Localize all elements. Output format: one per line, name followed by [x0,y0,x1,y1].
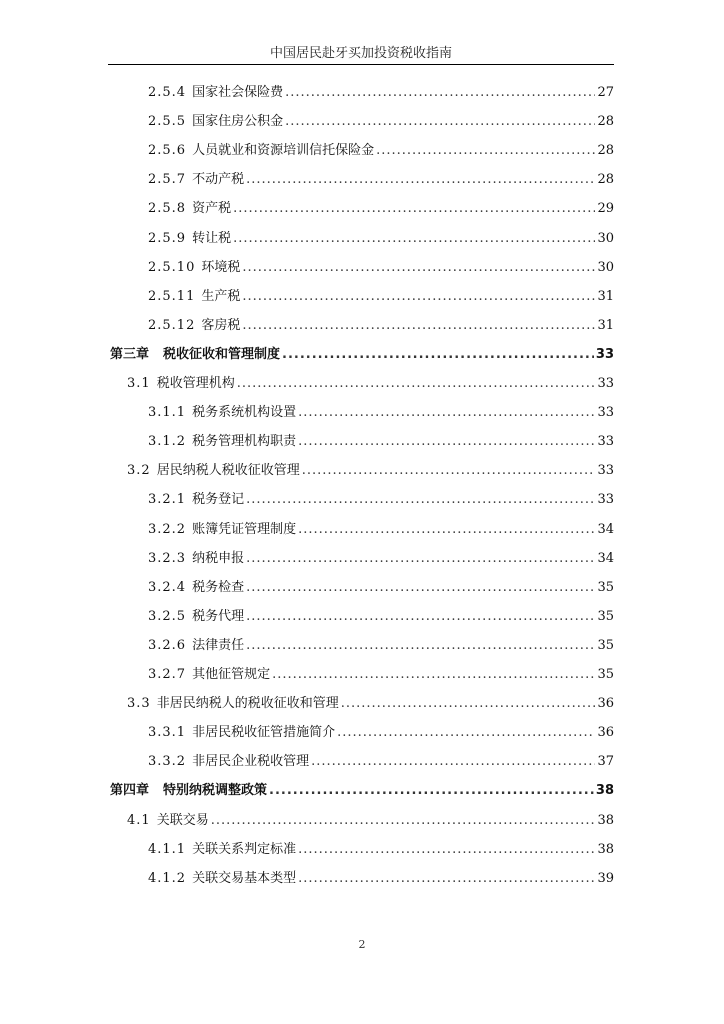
toc-entry[interactable] [148,840,614,860]
toc-entry[interactable] [148,287,614,307]
toc-entry-title: 转让税 [192,231,232,246]
toc-entry[interactable] [148,403,614,423]
toc-entry-title: 税务管理机构职责 [192,434,297,449]
dot-leader [211,811,596,831]
toc-entry[interactable] [148,578,614,598]
toc-entry-page: 33 [597,492,614,507]
toc-entry-page: 34 [597,551,614,566]
dot-leader [272,665,595,685]
toc-entry-page: 35 [597,638,614,653]
dot-leader [298,403,595,423]
toc-entry[interactable] [127,811,614,831]
toc-entry[interactable] [148,316,614,336]
toc-entry-title: 关联关系判定标准 [192,842,297,857]
toc-entry-title: 纳税申报 [192,551,245,566]
toc-entry-number: 3.2.6 [148,638,187,653]
running-header: 中国居民赴牙买加投资税收指南 [269,46,452,61]
toc-entry-title: 账簿凭证管理制度 [192,522,297,537]
dot-leader [282,345,594,365]
toc-entry-title: 其他征管规定 [192,667,271,682]
dot-leader [233,199,595,219]
toc-entry[interactable] [127,374,614,394]
dot-leader [298,869,595,889]
toc-entry[interactable] [148,170,614,190]
dot-leader [302,461,596,481]
toc-entry-number: 4.1.1 [148,842,187,857]
dot-leader [242,316,595,336]
toc-entry[interactable] [148,520,614,540]
toc-entry-page: 35 [597,609,614,624]
toc-entry-page: 33 [597,376,614,391]
dot-leader [298,840,595,860]
toc-entry-number: 2.5.9 [148,231,187,246]
toc-entry-number: 2.5.6 [148,143,187,158]
toc-entry-page: 39 [597,871,614,886]
toc-entry[interactable] [148,258,614,278]
toc-entry-number: 3.2.3 [148,551,187,566]
toc-entry-number: 2.5.7 [148,172,187,187]
toc-entry[interactable] [148,869,614,889]
toc-entry-page: 35 [597,667,614,682]
toc-entry-number: 4.1 [127,813,151,828]
toc-entry-page: 30 [597,231,614,246]
dot-leader [298,432,595,452]
toc-entry-number: 3.2.7 [148,667,187,682]
toc-entry[interactable] [148,723,614,743]
toc-entry-number: 2.5.11 [148,289,196,304]
dot-leader [237,374,596,394]
toc-entry-page: 38 [597,842,614,857]
toc-entry[interactable] [110,345,614,365]
toc-entry-title: 生产税 [201,289,241,304]
toc-entry-title: 特别纳税调整政策 [163,783,268,798]
toc-entry-number: 3.1.2 [148,434,187,449]
toc-entry-number: 3.2.1 [148,492,187,507]
toc-entry-title: 税收管理机构 [156,376,235,391]
toc-entry-title: 客房税 [201,318,241,333]
toc-entry[interactable] [148,83,614,103]
toc-entry-page: 38 [597,813,614,828]
toc-entry-number: 2.5.12 [148,318,196,333]
dot-leader [233,229,595,249]
toc-entry-title: 税务登记 [192,492,245,507]
dot-leader [246,636,595,656]
toc-entry-page: 33 [595,347,614,362]
toc-entry-page: 36 [597,725,614,740]
dot-leader [246,578,595,598]
dot-leader [337,723,595,743]
toc-entry-title: 非居民企业税收管理 [192,754,310,769]
toc-entry-page: 30 [597,260,614,275]
dot-leader [376,141,595,161]
toc-entry-page: 28 [597,143,614,158]
toc-entry-title: 国家社会保险费 [192,85,284,100]
toc-entry-number: 3.3 [127,696,151,711]
toc-entry-page: 35 [597,580,614,595]
toc-entry-page: 34 [597,522,614,537]
page-number: 2 [358,938,366,951]
toc-entry[interactable] [148,141,614,161]
toc-entry-title: 法律责任 [192,638,245,653]
toc-entry-number: 3.3.1 [148,725,187,740]
toc-entry[interactable] [110,781,614,801]
toc-entry-page: 28 [597,114,614,129]
toc-entry-title: 不动产税 [192,172,245,187]
toc-entry-number: 3.2.2 [148,522,187,537]
dot-leader [285,83,595,103]
toc-entry-number: 3.2.5 [148,609,187,624]
dot-leader [246,549,595,569]
dot-leader [246,170,595,190]
toc-entry-page: 33 [597,434,614,449]
toc-entry-number: 2.5.10 [148,260,196,275]
header-rule [108,64,614,65]
toc-entry-title: 居民纳税人税收征收管理 [156,463,300,478]
dot-leader [311,752,595,772]
dot-leader [269,781,594,801]
toc-entry[interactable] [148,432,614,452]
toc-entry-title: 关联交易 [156,813,209,828]
toc-entry-number: 3.3.2 [148,754,187,769]
toc-entry[interactable] [127,694,614,714]
toc-entry-page: 31 [597,289,614,304]
toc-entry[interactable] [148,665,614,685]
dot-leader [341,694,596,714]
toc-entry-page: 36 [597,696,614,711]
toc-entry-page: 31 [597,318,614,333]
toc-entry-number: 2.5.8 [148,201,187,216]
toc-entry-number: 3.1.1 [148,405,187,420]
toc-entry[interactable] [148,490,614,510]
toc-entry-number: 2.5.5 [148,114,187,129]
toc-entry-title: 资产税 [192,201,232,216]
toc-entry[interactable] [148,229,614,249]
toc-entry[interactable] [148,199,614,219]
toc-entry-title: 非居民税收征管措施简介 [192,725,336,740]
toc-entry-page: 37 [597,754,614,769]
toc-entry-number: 3.2 [127,463,151,478]
toc-entry-number: 3.2.4 [148,580,187,595]
toc-entry-title: 关联交易基本类型 [192,871,297,886]
toc-entry-number: 第四章 [110,783,150,798]
toc-entry-number: 第三章 [110,347,150,362]
dot-leader [242,287,595,307]
toc-entry[interactable] [148,607,614,627]
toc-entry-title: 环境税 [201,260,241,275]
toc-entry-number: 3.1 [127,376,151,391]
toc-entry-number: 4.1.2 [148,871,187,886]
toc-entry[interactable] [148,549,614,569]
toc-entry-title: 税收征收和管理制度 [163,347,281,362]
toc-entry-page: 33 [597,405,614,420]
toc-entry[interactable] [148,636,614,656]
toc-entry-page: 28 [597,172,614,187]
toc-entry[interactable] [148,752,614,772]
toc-entry-page: 38 [595,783,614,798]
toc-entry-title: 国家住房公积金 [192,114,284,129]
dot-leader [285,112,595,132]
toc-entry[interactable] [127,461,614,481]
toc-entry[interactable] [148,112,614,132]
dot-leader [298,520,595,540]
toc-entry-page: 33 [597,463,614,478]
dot-leader [246,490,595,510]
toc-entry-title: 人员就业和资源培训信托保险金 [192,143,375,158]
toc-entry-number: 2.5.4 [148,85,187,100]
dot-leader [246,607,595,627]
toc-entry-title: 税务代理 [192,609,245,624]
toc-entry-page: 27 [597,85,614,100]
toc-entry-page: 29 [597,201,614,216]
dot-leader [242,258,595,278]
toc-entry-title: 税务系统机构设置 [192,405,297,420]
toc-entry-title: 税务检查 [192,580,245,595]
toc-entry-title: 非居民纳税人的税收征收和管理 [156,696,339,711]
